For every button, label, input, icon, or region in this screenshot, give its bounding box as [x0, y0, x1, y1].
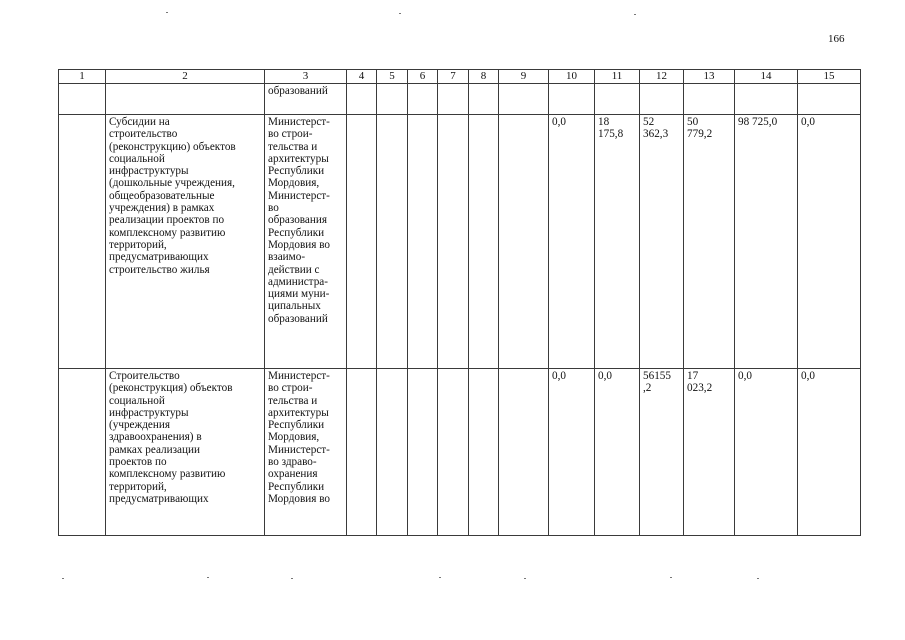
- col-10-value: [549, 369, 595, 536]
- cell-line: социальной: [109, 152, 165, 165]
- cell-line: Республики: [268, 226, 325, 239]
- col-7-cell: [438, 84, 469, 115]
- col-11-value: [595, 84, 640, 115]
- cell-line: (учреждения: [109, 419, 171, 432]
- executor-cell: [265, 84, 347, 115]
- col-8-cell: [469, 115, 499, 369]
- cell-line: реализации проектов по: [109, 214, 225, 227]
- col-1-cell: [59, 84, 106, 115]
- col-5-cell: [377, 115, 408, 369]
- cell-line: 779,2: [687, 128, 713, 141]
- cell-line: Мордовия во: [268, 492, 331, 505]
- cell-line: образований: [268, 312, 328, 325]
- col-10-value: [549, 84, 595, 115]
- cell-line: во строи-: [268, 382, 313, 395]
- cell-line: комплексному развитию: [109, 226, 226, 239]
- col-14-value: [735, 369, 798, 536]
- col-13-value: [684, 369, 735, 536]
- cell-line: 0,0: [801, 370, 815, 382]
- header-cell: 1: [59, 70, 106, 84]
- cell-line: образований: [268, 85, 328, 97]
- scan-speck: [62, 578, 64, 579]
- header-cell: 10: [549, 70, 595, 84]
- cell-line: Министерст-: [268, 443, 330, 456]
- header-row: [59, 70, 861, 84]
- col-14-value: [735, 115, 798, 369]
- col-4-cell: [347, 84, 377, 115]
- cell-line: 52: [643, 116, 655, 128]
- col-12-value: [640, 115, 684, 369]
- col-6-cell: [408, 369, 438, 536]
- col-11-value: [595, 115, 640, 369]
- col-5-cell: [377, 369, 408, 536]
- cell-line: во строи-: [268, 128, 313, 141]
- cell-line: действии с: [268, 263, 320, 276]
- cell-line: Субсидии на: [109, 116, 170, 128]
- cell-line: 56155: [643, 370, 671, 382]
- cell-line: архитектуры: [268, 152, 329, 165]
- scan-speck: [399, 13, 401, 14]
- scan-speck: [291, 578, 293, 579]
- budget-table: [58, 69, 861, 536]
- col-10-value: [549, 115, 595, 369]
- cell-line: Мордовия во: [268, 238, 331, 251]
- col-15-value: [798, 84, 861, 115]
- cell-line: (реконструкцию) объектов: [109, 140, 236, 153]
- col-9-cell: [499, 84, 549, 115]
- cell-line: рамках реализации: [109, 443, 200, 456]
- scan-speck: [439, 577, 441, 578]
- scan-speck: [757, 578, 759, 579]
- col-8-cell: [469, 369, 499, 536]
- col-4-cell: [347, 115, 377, 369]
- cell-line: 18: [598, 116, 610, 128]
- page-number: 166: [828, 33, 845, 45]
- cell-line: инфраструктуры: [109, 406, 189, 419]
- scan-speck: [207, 577, 209, 578]
- cell-line: администра-: [268, 275, 328, 288]
- col-9-cell: [499, 115, 549, 369]
- cell-line: 0,0: [552, 116, 566, 128]
- cell-line: инфраструктуры: [109, 165, 189, 178]
- cell-line: социальной: [109, 394, 165, 407]
- col-6-cell: [408, 115, 438, 369]
- scan-speck: [670, 577, 672, 578]
- cell-line: Министерст-: [268, 370, 330, 382]
- cell-line: территорий,: [109, 238, 167, 251]
- cell-line: Мордовия,: [268, 177, 320, 190]
- cell-line: тельства и: [268, 140, 318, 153]
- scan-speck: [634, 14, 636, 15]
- col-13-value: [684, 84, 735, 115]
- col-11-value: [595, 369, 640, 536]
- cell-line: строительство: [109, 128, 178, 141]
- cell-line: во здраво-: [268, 456, 317, 469]
- header-cell: 11: [595, 70, 640, 84]
- header-cell: 7: [438, 70, 469, 84]
- header-cell: 4: [347, 70, 377, 84]
- header-cell: 9: [499, 70, 549, 84]
- col-13-value: [684, 115, 735, 369]
- cell-line: взаимо-: [268, 251, 306, 264]
- cell-line: охранения: [268, 468, 318, 481]
- cell-line: Мордовия,: [268, 431, 320, 444]
- col-5-cell: [377, 84, 408, 115]
- cell-line: предусматривающих: [109, 492, 209, 505]
- col-15-value: [798, 115, 861, 369]
- cell-line: Министерст-: [268, 116, 330, 128]
- header-cell: 8: [469, 70, 499, 84]
- cell-line: территорий,: [109, 480, 167, 493]
- table-row: [59, 84, 861, 115]
- description-cell: [106, 369, 265, 536]
- cell-line: (реконструкция) объектов: [109, 382, 233, 395]
- header-cell: 2: [106, 70, 265, 84]
- cell-line: образования: [268, 214, 328, 227]
- header-cell: 3: [265, 70, 347, 84]
- cell-line: Министерст-: [268, 189, 330, 202]
- cell-line: ципальных: [268, 300, 321, 313]
- table-row: [59, 369, 861, 536]
- header-cell: 13: [684, 70, 735, 84]
- table-row: [59, 115, 861, 369]
- col-7-cell: [438, 369, 469, 536]
- col-15-value: [798, 369, 861, 536]
- description-cell: [106, 115, 265, 369]
- col-7-cell: [438, 115, 469, 369]
- col-12-value: [640, 369, 684, 536]
- header-cell: 5: [377, 70, 408, 84]
- cell-line: Строительство: [109, 370, 180, 382]
- cell-line: тельства и: [268, 394, 318, 407]
- cell-line: архитектуры: [268, 406, 329, 419]
- col-1-cell: [59, 369, 106, 536]
- col-6-cell: [408, 84, 438, 115]
- cell-line: Республики: [268, 165, 325, 178]
- cell-line: предусматривающих: [109, 251, 209, 264]
- cell-line: учреждения) в рамках: [109, 202, 215, 215]
- cell-line: 0,0: [598, 370, 612, 382]
- col-14-value: [735, 84, 798, 115]
- cell-line: комплексному развитию: [109, 468, 226, 481]
- cell-line: 0,0: [738, 370, 752, 382]
- cell-line: циями муни-: [268, 288, 330, 301]
- executor-cell: [265, 369, 347, 536]
- cell-line: 98 725,0: [738, 116, 778, 128]
- executor-cell: [265, 115, 347, 369]
- cell-line: 0,0: [801, 116, 815, 128]
- cell-line: Республики: [268, 480, 325, 493]
- cell-line: строительство жилья: [109, 263, 210, 276]
- description-cell: [106, 84, 265, 115]
- scan-speck: [166, 12, 168, 13]
- scan-speck: [524, 578, 526, 579]
- cell-line: 50: [687, 116, 699, 128]
- header-cell: 14: [735, 70, 798, 84]
- cell-line: 17: [687, 370, 699, 382]
- col-9-cell: [499, 369, 549, 536]
- cell-line: общеобразовательные: [109, 189, 215, 202]
- cell-line: 175,8: [598, 128, 624, 141]
- cell-line: проектов по: [109, 456, 167, 469]
- header-cell: 15: [798, 70, 861, 84]
- col-1-cell: [59, 115, 106, 369]
- header-cell: 12: [640, 70, 684, 84]
- col-4-cell: [347, 369, 377, 536]
- col-12-value: [640, 84, 684, 115]
- cell-line: (дошкольные учреждения,: [109, 177, 235, 190]
- cell-line: 0,0: [552, 370, 566, 382]
- cell-line: 023,2: [687, 382, 713, 395]
- cell-line: здравоохранения) в: [109, 431, 202, 444]
- cell-line: 362,3: [643, 128, 669, 141]
- cell-line: во: [268, 202, 279, 215]
- cell-line: Республики: [268, 419, 325, 432]
- col-8-cell: [469, 84, 499, 115]
- cell-line: ,2: [643, 382, 652, 395]
- header-cell: 6: [408, 70, 438, 84]
